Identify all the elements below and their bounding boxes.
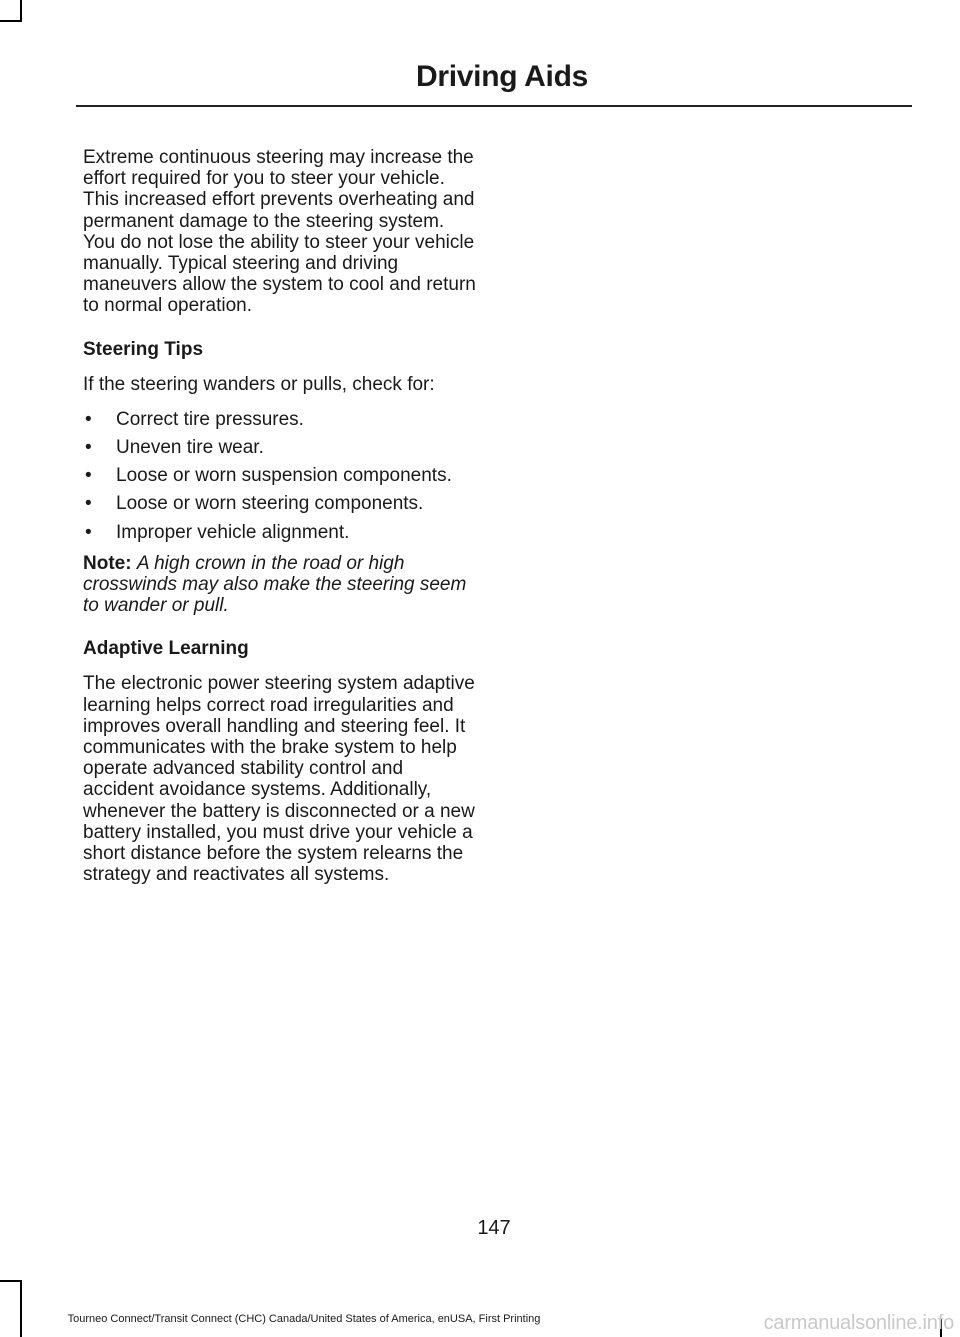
intro-paragraph: Extreme continuous steering may increase the effort required for you to steer your vehicle. This increased effort prevents overheating and permanent damage to the steering system. You do not lose the ability to steer your vehicle manually. Typical steering and driving maneuvers allow the system to cool and return to normal operation. [83, 147, 476, 317]
adaptive-paragraph: The electronic power steering system adaptive learning helps correct road irregularities and improves overall handling and steering feel. It communicates with the brake system to help operate advanced stability control and accident avoidance systems. Additionally, whenever the battery is disconnected or a new battery installed, you must drive your vehicle a short distance before the system relearns the strategy and reactivates all systems. [83, 673, 475, 886]
bullet-icon: • [85, 465, 92, 487]
section-heading-steering-tips: Steering Tips [83, 338, 204, 360]
section-heading-adaptive-learning: Adaptive Learning [83, 638, 249, 660]
list-item-text: Loose or worn steering components. [116, 493, 424, 515]
list-item [83, 465, 478, 486]
watermark: carmanualsonline.info [763, 1312, 954, 1334]
list-item [83, 437, 478, 458]
page-content [83, 147, 478, 899]
list-item [83, 493, 478, 514]
tips-lead: If the steering wanders or pulls, check for: [83, 373, 435, 395]
bullet-icon: • [85, 437, 92, 459]
note-text: A high crown in the road or high crosswinds may also make the steering seem to wander or pull. [83, 552, 467, 617]
list-item-text: Correct tire pressures. [116, 408, 304, 430]
crop-mark [20, 0, 22, 22]
list-item-text: Uneven tire wear. [116, 437, 264, 459]
header-divider [76, 105, 912, 107]
bullet-icon: • [85, 408, 92, 430]
list-item [83, 409, 478, 430]
crop-mark [20, 1280, 22, 1337]
list-item-text: Improper vehicle alignment. [116, 521, 350, 543]
page-header-title: Driving Aids [416, 60, 588, 93]
crop-mark [0, 20, 22, 22]
list-item-text: Loose or worn suspension components. [116, 465, 452, 487]
bullet-icon: • [85, 521, 92, 543]
bullet-icon: • [85, 493, 92, 515]
page-number: 147 [477, 1217, 511, 1239]
note-label: Note: [83, 552, 132, 574]
note-paragraph [83, 553, 478, 617]
tips-list [83, 409, 478, 543]
footer-text: Tourneo Connect/Transit Connect (CHC) Canada/United States of America, enUSA, First Printing [67, 1313, 541, 1325]
list-item [83, 522, 478, 543]
crop-mark [0, 1280, 22, 1282]
